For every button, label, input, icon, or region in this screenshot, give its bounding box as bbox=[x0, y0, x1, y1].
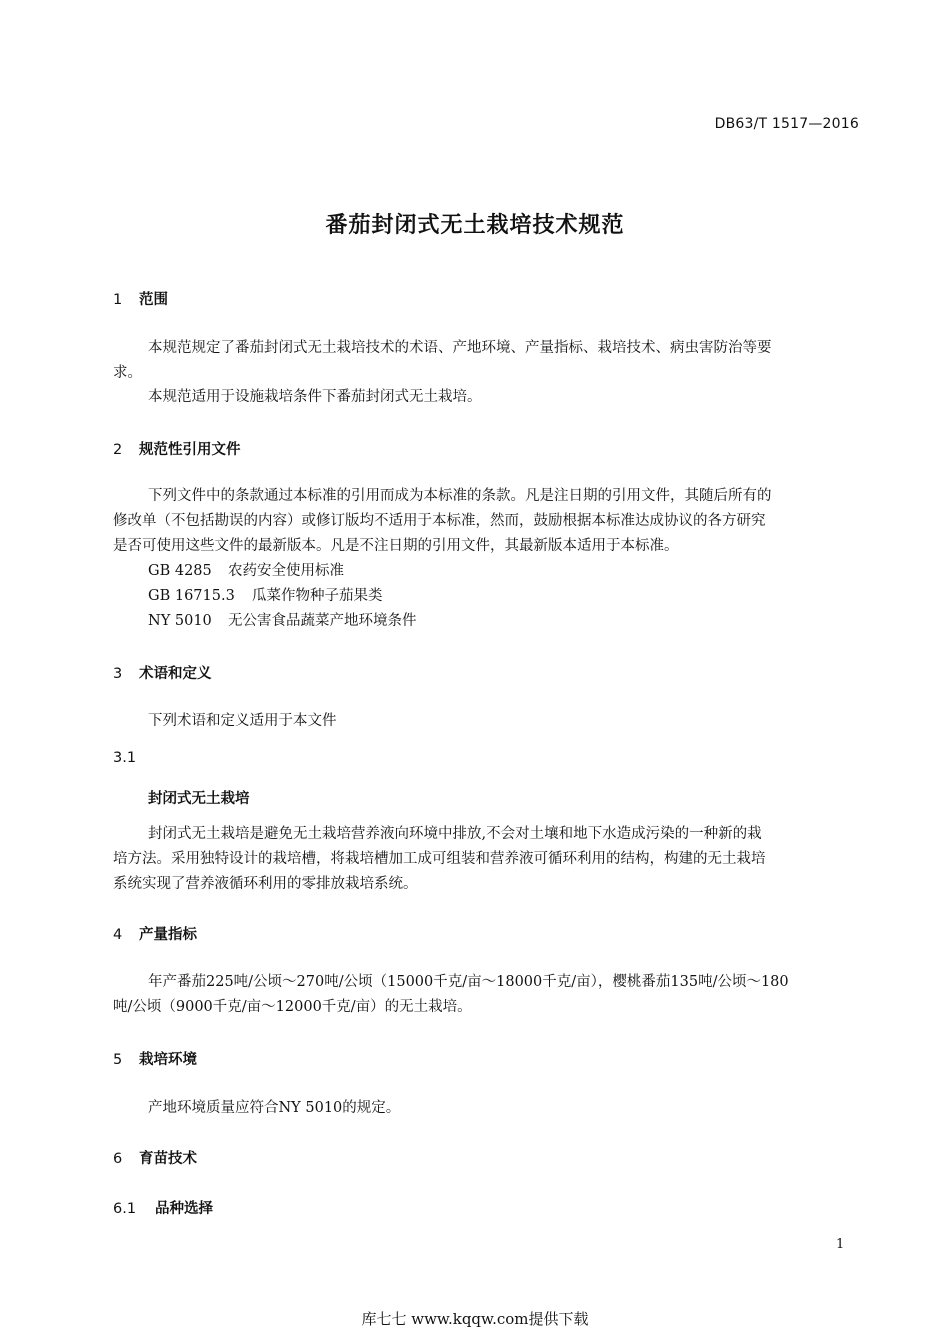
section-number: 4 bbox=[113, 927, 123, 943]
paragraph-line: 是否可使用这些文件的最新版本。凡是不注日期的引用文件，其最新版本适用于本标准。 bbox=[113, 538, 679, 554]
reference-title: 瓜菜作物种子茄果类 bbox=[252, 588, 383, 604]
reference-item bbox=[148, 609, 417, 634]
section-1-heading bbox=[113, 288, 168, 309]
section-title: 范围 bbox=[139, 292, 168, 308]
reference-code: GB 16715.3 bbox=[148, 588, 235, 604]
paragraph-line: 产地环境质量应符合NY 5010的规定。 bbox=[148, 1100, 401, 1116]
document-title: 番茄封闭式无土栽培技术规范 bbox=[325, 213, 625, 238]
reference-code: GB 4285 bbox=[148, 563, 212, 579]
paragraph-line: 本规范适用于设施栽培条件下番茄封闭式无土栽培。 bbox=[148, 389, 482, 405]
paragraph-line: 本规范规定了番茄封闭式无土栽培技术的术语、产地环境、产量指标、栽培技术、病虫害防治等要 bbox=[148, 340, 772, 356]
section-number: 2 bbox=[113, 442, 123, 458]
paragraph-line: 系统实现了营养液循环利用的零排放栽培系统。 bbox=[113, 876, 418, 892]
paragraph-line: 修改单（不包括勘误的内容）或修订版均不适用于本标准，然而，鼓励根据本标准达成协议的各方研究 bbox=[113, 513, 766, 529]
standard-code: DB63/T 1517—2016 bbox=[714, 116, 859, 132]
page-number: 1 bbox=[836, 1237, 845, 1252]
section-number: 5 bbox=[113, 1052, 123, 1068]
paragraph-line: 下列文件中的条款通过本标准的引用而成为本标准的条款。凡是注日期的引用文件，其随后所有的 bbox=[148, 488, 772, 504]
section-title: 栽培环境 bbox=[139, 1052, 197, 1068]
subsection-6-1-heading bbox=[113, 1197, 213, 1218]
paragraph-line: 年产番茄225吨/公顷～270吨/公顷（15000千克/亩～18000千克/亩），樱桃番茄135吨/公顷～180 bbox=[148, 974, 789, 990]
subsection-number: 6.1 bbox=[113, 1201, 137, 1217]
subsection-title: 品种选择 bbox=[155, 1201, 213, 1217]
section-2-heading bbox=[113, 438, 241, 459]
section-6-heading bbox=[113, 1147, 197, 1168]
reference-title: 无公害食品蔬菜产地环境条件 bbox=[228, 613, 417, 629]
section-4-heading bbox=[113, 923, 197, 944]
download-footer: 库七七 www.kqqw.com提供下载 bbox=[361, 1310, 589, 1328]
section-title: 育苗技术 bbox=[139, 1151, 197, 1167]
paragraph-line: 培方法。采用独特设计的栽培槽，将栽培槽加工成可组装和营养液可循环利用的结构，构建的无土栽培 bbox=[113, 851, 766, 867]
section-number: 1 bbox=[113, 292, 123, 308]
section-title: 术语和定义 bbox=[139, 666, 212, 682]
section-number: 3 bbox=[113, 666, 123, 682]
reference-code: NY 5010 bbox=[148, 613, 212, 629]
section-title: 产量指标 bbox=[139, 927, 197, 943]
reference-title: 农药安全使用标准 bbox=[228, 563, 344, 579]
section-title: 规范性引用文件 bbox=[139, 442, 241, 458]
term-title: 封闭式无土栽培 bbox=[148, 791, 250, 807]
reference-item bbox=[148, 559, 344, 584]
paragraph-line: 封闭式无土栽培是避免无土栽培营养液向环境中排放,不会对土壤和地下水造成污染的一种新的栽 bbox=[148, 826, 762, 842]
subsection-number: 3.1 bbox=[113, 750, 137, 766]
section-number: 6 bbox=[113, 1151, 123, 1167]
paragraph-line: 吨/公顷（9000千克/亩～12000千克/亩）的无土栽培。 bbox=[113, 999, 472, 1015]
section-5-heading bbox=[113, 1048, 197, 1069]
section-3-heading bbox=[113, 662, 212, 683]
reference-item bbox=[148, 584, 383, 609]
paragraph-line: 下列术语和定义适用于本文件 bbox=[148, 713, 337, 729]
paragraph-line: 求。 bbox=[113, 365, 142, 381]
